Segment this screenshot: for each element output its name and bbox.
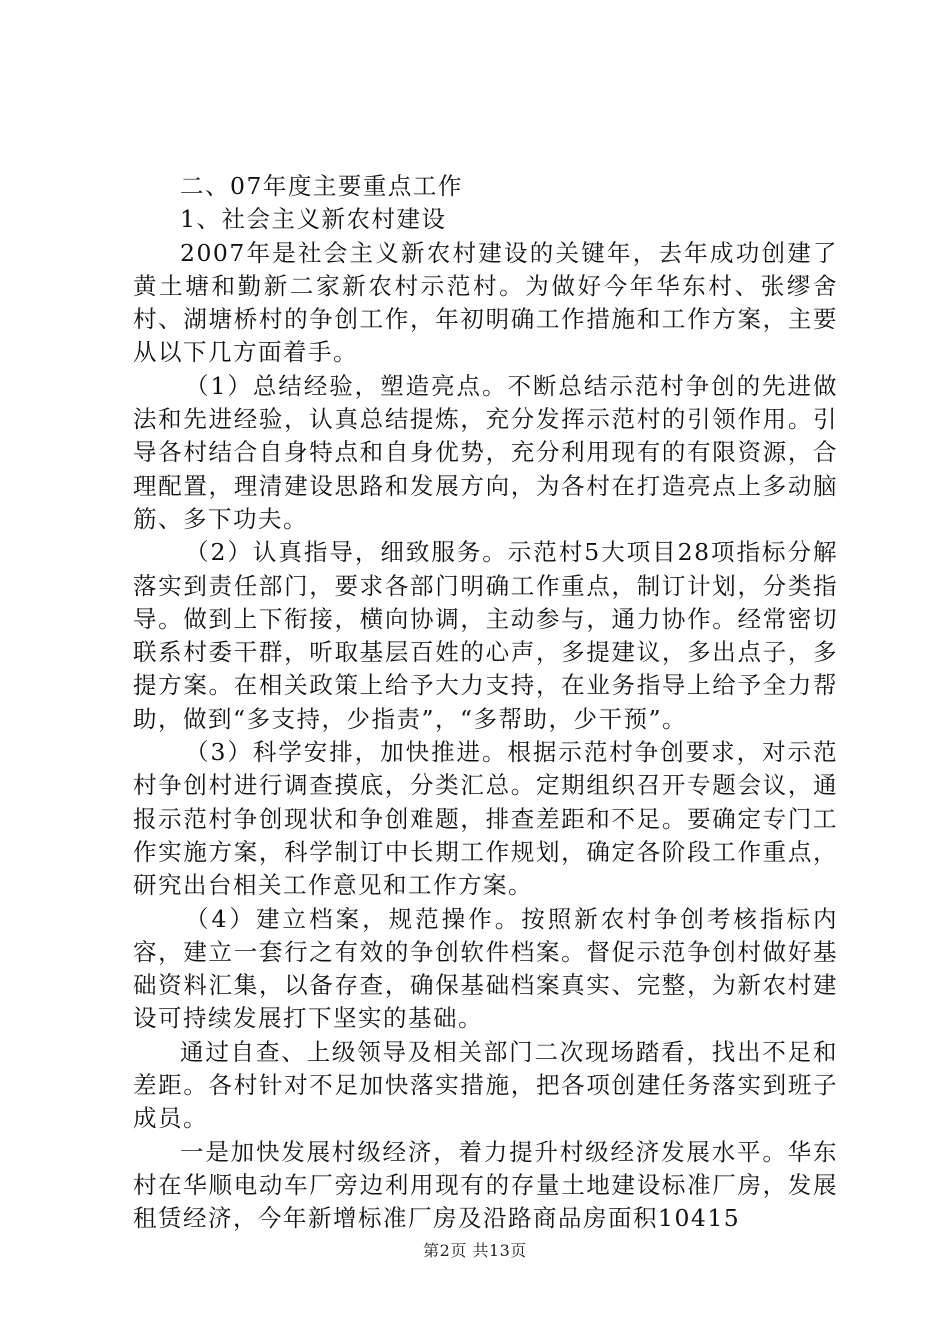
- page-number-footer: 第2页 共13页: [423, 1241, 527, 1260]
- paragraph-item-1: （1）总结经验，塑造亮点。不断总结示范村争创的先进做法和先进经验，认真总结提炼，充分发挥示范村的引领作用。引导各村结合自身特点和自身优势，充分利用现有的有限资源，合理配置，理清建设思路和发展方向，为各村在打造亮点上多动脑筋、多下功夫。: [133, 371, 838, 533]
- document-body: [133, 170, 838, 1236]
- paragraph-item-2: （2）认真指导，细致服务。示范村5大项目28项指标分解落实到责任部门，要求各部门明确工作重点，制订计划，分类指导。做到上下衔接，横向协调，主动参与，通力协作。经常密切联系村委干群，听取基层百姓的心声，多提建议，多出点子，多提方案。在相关政策上给予大力支持，在业务指导上给予全力帮助，做到“多支持，少指责”，“多帮助，少干预”。: [133, 538, 838, 733]
- paragraph-intro: 2007年是社会主义新农村建设的关键年，去年成功创建了黄土塘和勤新二家新农村示范村。为做好今年华东村、张缪舍村、湖塘桥村的争创工作，年初明确工作措施和工作方案，主要从以下几方面着手。: [133, 238, 838, 367]
- subsection-heading: 1、社会主义新农村建设: [180, 205, 447, 234]
- paragraph-point-1: 一是加快发展村级经济，着力提升村级经济发展水平。华东村在华顺电动车厂旁边利用现有的存量土地建设标准厂房，发展租赁经济，今年新增标准厂房及沿路商品房面积10415: [133, 1137, 838, 1233]
- paragraph-review: 通过自查、上级领导及相关部门二次现场踏看，找出不足和差距。各村针对不足加快落实措施，把各项创建任务落实到班子成员。: [133, 1037, 838, 1133]
- paragraph-item-3: （3）科学安排，加快推进。根据示范村争创要求，对示范村争创村进行调查摸底，分类汇总。定期组织召开专题会议，通报示范村争创现状和争创难题，排查差距和不足。要确定专门工作实施方案，科学制订中长期工作规划，确定各阶段工作重点，研究出台相关工作意见和工作方案。: [133, 738, 838, 900]
- paragraph-item-4: （4）建立档案，规范操作。按照新农村争创考核指标内容，建立一套行之有效的争创软件档案。督促示范争创村做好基础资料汇集，以备存查，确保基础档案真实、完整，为新农村建设可持续发展打下坚实的基础。: [133, 904, 838, 1033]
- section-heading: 二、07年度主要重点工作: [180, 172, 463, 200]
